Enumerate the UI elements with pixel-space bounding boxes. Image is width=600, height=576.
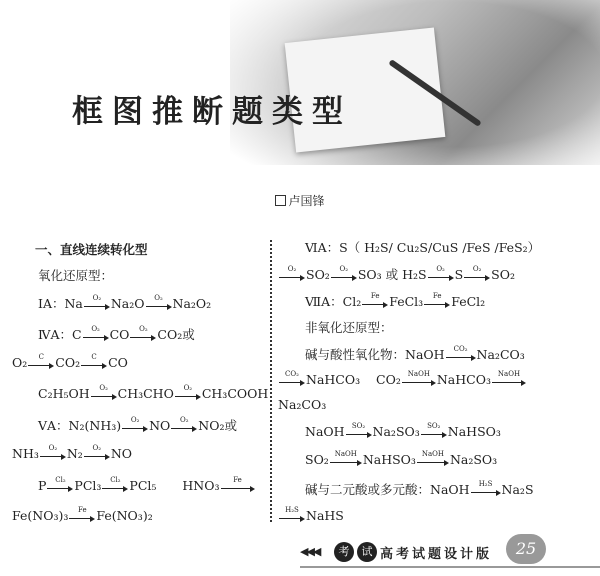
eq-r5 — [305, 345, 525, 363]
arrow-condition: O₂ — [99, 384, 108, 392]
species: 碱与二元酸或多元酸：NaOH — [305, 482, 470, 497]
eq-line-7 — [38, 478, 256, 493]
arrow-condition: O₂ — [130, 416, 140, 424]
arrow-condition: Fe — [78, 506, 87, 514]
eq-line-3 — [12, 355, 128, 370]
species: CO — [109, 327, 130, 342]
species: NO₂或 — [198, 418, 237, 433]
reaction-arrow-icon — [69, 506, 95, 521]
reaction-arrow-icon — [221, 476, 255, 491]
species: PCl₅ — [129, 478, 157, 493]
eq-r6 — [278, 372, 527, 387]
arrow-condition: O₂ — [472, 265, 482, 273]
species: NaHCO₃ — [306, 372, 361, 387]
species: ⅣA：C — [38, 327, 82, 342]
species: P — [38, 478, 47, 493]
reaction-arrow-icon — [84, 444, 110, 459]
species: Na₂S — [501, 482, 534, 497]
reaction-arrow-icon — [175, 384, 201, 399]
arrow-condition: NaOH — [407, 370, 430, 378]
species: Na₂CO₃ — [476, 347, 525, 362]
species: PCl₃ — [74, 478, 102, 493]
species: C₂H₅OH — [38, 386, 90, 401]
eq-r8 — [305, 424, 501, 439]
arrow-condition: NaOH — [334, 450, 357, 458]
species: Na₂O₂ — [172, 296, 212, 311]
arrow-condition: H₂S — [285, 506, 299, 514]
page-number: 25 — [506, 534, 546, 564]
species: NaOH — [305, 424, 345, 439]
eq-r10 — [305, 480, 534, 498]
species: NaHSO₃ — [447, 424, 501, 439]
species: SO₂ — [306, 267, 330, 282]
species: O₂ — [12, 355, 28, 370]
species: ⅠA：Na — [38, 296, 83, 311]
reaction-arrow-icon — [146, 294, 172, 309]
reaction-arrow-icon — [428, 265, 454, 280]
eq-line-6 — [12, 446, 132, 461]
author-line — [0, 192, 600, 209]
reaction-arrow-icon — [28, 353, 54, 368]
reaction-arrow-icon — [47, 476, 73, 491]
arrow-condition: O₂ — [287, 265, 297, 273]
eq-line-1 — [38, 294, 211, 312]
arrow-condition: O₂ — [154, 294, 163, 302]
species: 或 H₂S — [385, 267, 427, 282]
species: ⅤA：N₂(NH₃) — [38, 418, 122, 433]
reaction-arrow-icon — [102, 476, 128, 491]
reaction-arrow-icon — [464, 265, 490, 280]
reaction-arrow-icon — [122, 416, 148, 431]
reaction-arrow-icon — [446, 345, 476, 360]
arrow-condition: Fe — [233, 476, 242, 484]
arrow-condition: SO₂ — [427, 422, 441, 430]
reaction-arrow-icon — [471, 480, 501, 495]
reaction-arrow-icon — [417, 450, 449, 465]
footer-title: 高考试题设计版 — [380, 547, 493, 562]
arrow-condition: SO₂ — [351, 422, 366, 430]
eq-r1: ⅥA：S（ H₂S/ Cu₂S/CuS /FeS /FeS₂） — [305, 240, 541, 255]
species: NO — [110, 446, 132, 461]
footer-arrows-icon: ◀◀◀ — [300, 545, 320, 558]
species: Fe(NO₃)₂ — [96, 508, 153, 523]
species: CO — [108, 355, 128, 370]
arrow-condition: CO₂ — [453, 345, 468, 353]
arrow-condition: NaOH — [421, 450, 445, 458]
reaction-arrow-icon — [279, 265, 305, 280]
arrow-condition: NaOH — [497, 370, 521, 378]
arrow-condition: O₂ — [139, 325, 148, 333]
column-divider — [270, 240, 272, 522]
arrow-condition: O₂ — [92, 444, 102, 452]
species: NaHS — [306, 508, 344, 523]
arrow-condition: C — [38, 353, 44, 361]
reaction-arrow-icon — [84, 294, 110, 309]
arrow-condition: O₂ — [91, 325, 100, 333]
reaction-arrow-icon — [362, 292, 388, 307]
species: Na₂O — [110, 296, 145, 311]
reaction-arrow-icon — [40, 444, 66, 459]
eq-line-5 — [38, 416, 237, 434]
nonredox-label: 非氧化还原型： — [305, 320, 393, 335]
eq-line-8 — [12, 508, 153, 523]
eq-line-2 — [38, 325, 195, 343]
footer-badge: 考 — [334, 542, 354, 562]
reaction-arrow-icon — [346, 422, 372, 437]
arrow-condition: O₂ — [183, 384, 193, 392]
reaction-arrow-icon — [279, 506, 305, 521]
species: 碱与酸性氧化物：NaOH — [305, 347, 445, 362]
arrow-condition: O₂ — [48, 444, 58, 452]
arrow-condition: Fe — [432, 292, 442, 300]
eq-r11 — [278, 508, 344, 523]
arrow-condition: O₂ — [180, 416, 189, 424]
species: CH₃COOH — [201, 386, 269, 401]
section-heading: 一、直线连续转化型 — [35, 242, 148, 257]
footer-badge: 试 — [357, 542, 377, 562]
species: CH₃CHO — [117, 386, 174, 401]
species: N₂ — [66, 446, 83, 461]
eq-r9 — [305, 452, 497, 467]
species: NO — [149, 418, 171, 433]
reaction-arrow-icon — [81, 353, 107, 368]
arrow-condition: O₂ — [339, 265, 349, 273]
reaction-arrow-icon — [330, 450, 362, 465]
page-footer — [300, 540, 600, 576]
redox-label: 氧化还原型： — [38, 268, 114, 283]
species: HNO₃ — [182, 478, 220, 493]
reaction-arrow-icon — [331, 265, 357, 280]
arrow-condition: Fe — [370, 292, 380, 300]
arrow-condition: O₂ — [92, 294, 102, 302]
species: NaHSO₃ — [362, 452, 416, 467]
arrow-condition: H₂S — [478, 480, 493, 488]
species: Na₂SO₃ — [449, 452, 498, 467]
species: Fe(NO₃)₃ — [12, 508, 69, 523]
reaction-arrow-icon — [83, 325, 109, 340]
species: S — [454, 267, 464, 282]
arrow-condition: Cl₂ — [55, 476, 66, 484]
page-title: 框图推断题类型 — [72, 94, 352, 130]
eq-line-4 — [38, 386, 268, 401]
species: FeCl₃ — [389, 294, 424, 309]
species: NH₃ — [12, 446, 39, 461]
species: SO₂ — [491, 267, 515, 282]
reaction-arrow-icon — [402, 370, 436, 385]
species: FeCl₂ — [451, 294, 486, 309]
species: ⅦA：Cl₂ — [305, 294, 362, 309]
species: Na₂SO₃ — [372, 424, 420, 439]
species: CO₂ — [376, 372, 401, 387]
species: SO₃ — [357, 267, 382, 282]
author-name: 卢国锋 — [288, 194, 325, 208]
reaction-arrow-icon — [424, 292, 450, 307]
footer-bar — [300, 566, 600, 568]
eq-r3 — [305, 292, 485, 310]
arrow-condition: C — [91, 353, 97, 361]
author-box-icon — [275, 195, 286, 206]
reaction-arrow-icon — [279, 370, 305, 385]
species: NaHCO₃ — [436, 372, 491, 387]
reaction-arrow-icon — [421, 422, 447, 437]
reaction-arrow-icon — [91, 384, 117, 399]
species: CO₂或 — [157, 327, 195, 342]
species: SO₂ — [305, 452, 329, 467]
eq-r2 — [278, 265, 515, 283]
species: CO₂ — [55, 355, 81, 370]
arrow-condition: Cl₂ — [110, 476, 121, 484]
arrow-condition: O₂ — [436, 265, 445, 273]
reaction-arrow-icon — [171, 416, 197, 431]
arrow-condition: CO₂ — [285, 370, 299, 378]
reaction-arrow-icon — [492, 370, 526, 385]
eq-r7: Na₂CO₃ — [278, 397, 327, 412]
reaction-arrow-icon — [130, 325, 156, 340]
